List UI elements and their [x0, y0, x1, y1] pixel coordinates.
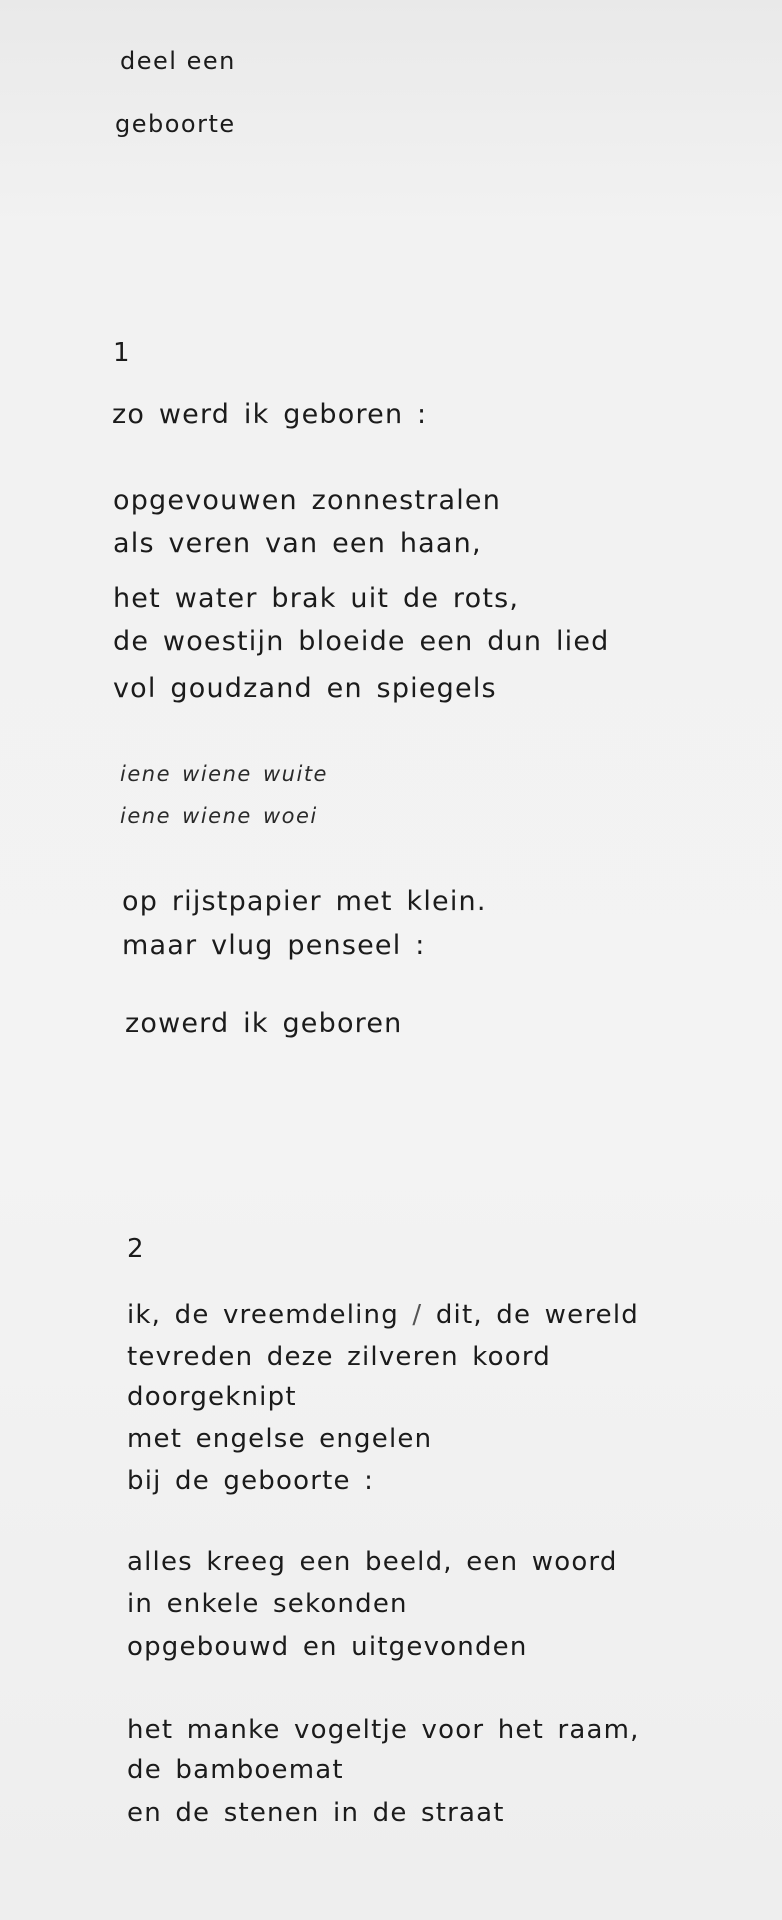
- section-title: geboorte: [115, 110, 236, 138]
- line-part: ik, de vreemdeling: [127, 1300, 399, 1330]
- poem-line: het manke vogeltje voor het raam,: [127, 1715, 640, 1745]
- poem-line: de woestijn bloeide een dun lied: [113, 626, 610, 657]
- line-part: dit, de wereld: [435, 1300, 639, 1330]
- poem-line: opgebouwd en uitgevonden: [127, 1632, 528, 1662]
- poem-line: doorgeknipt: [127, 1382, 297, 1412]
- poem-number: 2: [127, 1234, 144, 1264]
- poem-line: maar vlug penseel :: [122, 930, 426, 961]
- poem-line: opgevouwen zonnestralen: [113, 485, 502, 516]
- poem-line: als veren van een haan,: [113, 528, 482, 559]
- poem-line: zowerd ik geboren: [125, 1008, 403, 1039]
- poem-line: met engelse engelen: [127, 1424, 433, 1454]
- poem-line: [127, 1300, 639, 1330]
- poem-line: in enkele sekonden: [127, 1589, 408, 1619]
- poem-line: bij de geboorte :: [127, 1466, 375, 1496]
- refrain-line: iene wiene wuite: [120, 762, 328, 786]
- section-label: deel een: [120, 47, 236, 75]
- poem-line: op rijstpapier met klein.: [122, 886, 487, 917]
- slash-separator: /: [412, 1300, 423, 1330]
- poem-line: zo werd ik geboren :: [112, 399, 428, 430]
- poem-line: vol goudzand en spiegels: [113, 673, 497, 704]
- refrain-line: iene wiene woei: [120, 804, 318, 828]
- poem-line: de bamboemat: [127, 1755, 344, 1785]
- poem-line: alles kreeg een beeld, een woord: [127, 1547, 618, 1577]
- poem-line: het water brak uit de rots,: [113, 583, 520, 614]
- poem-line: tevreden deze zilveren koord: [127, 1342, 551, 1372]
- poem-line: en de stenen in de straat: [127, 1798, 505, 1828]
- poem-number: 1: [113, 338, 130, 368]
